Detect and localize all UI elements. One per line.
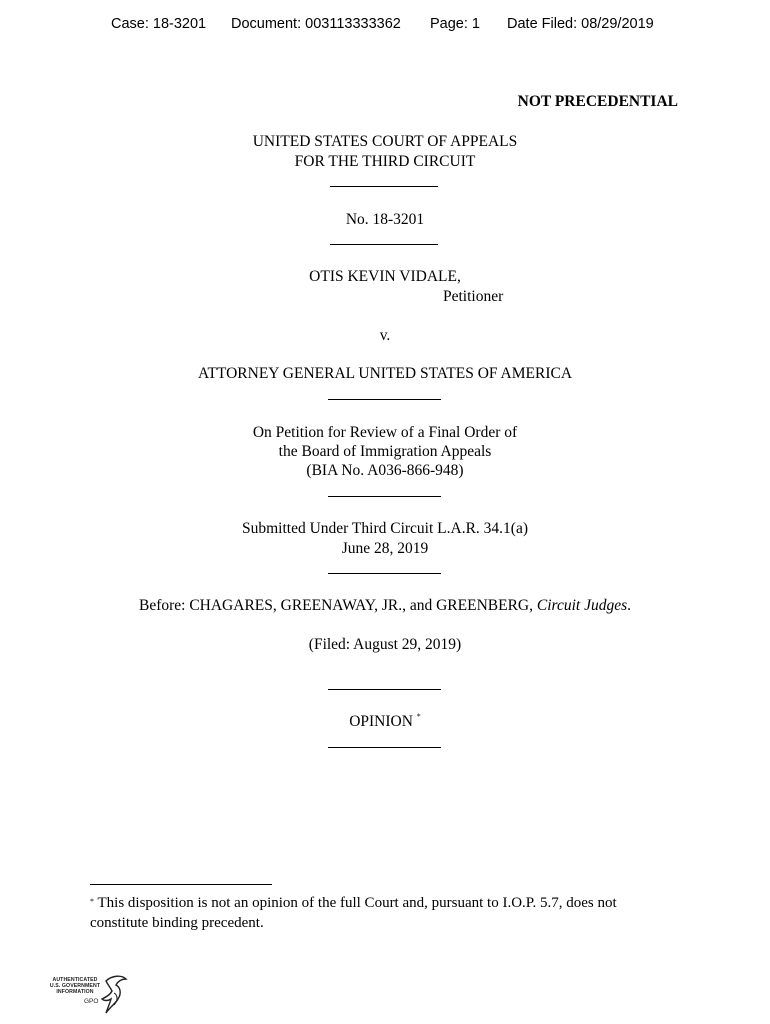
- header-document-number: Document: 003113333362: [231, 16, 401, 32]
- opinion-title: OPINION: [349, 713, 413, 730]
- seal-gpo-label: GPO: [84, 998, 99, 1005]
- divider: [328, 747, 441, 748]
- seal-text-line2: U.S. GOVERNMENT: [49, 983, 101, 989]
- before-prefix: Before: CHAGARES, GREENAWAY, JR., and GREENBERG,: [138, 597, 537, 614]
- case-number: No. 18-3201: [345, 211, 425, 228]
- divider: [328, 496, 441, 497]
- divider: [330, 244, 438, 245]
- respondent-name: ATTORNEY GENERAL UNITED STATES OF AMERICA: [197, 365, 573, 382]
- petition-line3: (BIA No. A036-866-948): [306, 462, 464, 479]
- submitted-date: June 28, 2019: [341, 540, 429, 557]
- header-page-number: Page: 1: [430, 16, 480, 32]
- footnote-text-line2: constitute binding precedent.: [90, 915, 264, 931]
- court-name-line2: FOR THE THIRD CIRCUIT: [294, 153, 476, 170]
- petitioner-role: Petitioner: [443, 288, 504, 305]
- divider: [328, 399, 441, 400]
- divider: [328, 689, 441, 690]
- footnote-marker: *: [416, 712, 421, 721]
- header-date-filed: Date Filed: 08/29/2019: [507, 16, 654, 32]
- petition-line2: the Board of Immigration Appeals: [278, 443, 492, 460]
- not-precedential-label: NOT PRECEDENTIAL: [517, 93, 678, 110]
- footnote-marker: *: [90, 897, 94, 906]
- footnote-text-line1: This disposition is not an opinion of the full Court and, pursuant to I.O.P. 5.7, does not: [97, 895, 617, 911]
- petitioner-name: OTIS KEVIN VIDALE,: [309, 268, 461, 285]
- gpo-authentication-seal: [44, 973, 134, 1019]
- divider: [330, 186, 438, 187]
- eagle-icon: [96, 973, 130, 1019]
- before-suffix: .: [627, 597, 632, 614]
- opinion-heading: [0, 713, 770, 731]
- divider: [328, 573, 441, 574]
- before-judges: [0, 597, 770, 615]
- seal-text-line1: AUTHENTICATED: [52, 977, 98, 983]
- seal-text-line3: INFORMATION: [56, 989, 94, 995]
- before-judges-title: Circuit Judges: [536, 597, 628, 614]
- filed-date: (Filed: August 29, 2019): [308, 636, 462, 653]
- footnote-rule: [90, 884, 272, 885]
- footnote: [90, 893, 690, 933]
- submitted-line1: Submitted Under Third Circuit L.A.R. 34.1(a): [242, 520, 528, 537]
- petition-line1: On Petition for Review of a Final Order of: [252, 424, 518, 441]
- page-header: [0, 16, 770, 36]
- header-case-number: Case: 18-3201: [111, 16, 207, 32]
- court-name-line1: UNITED STATES COURT OF APPEALS: [252, 133, 518, 150]
- versus: v.: [379, 327, 391, 344]
- footnote-line1: [90, 893, 690, 913]
